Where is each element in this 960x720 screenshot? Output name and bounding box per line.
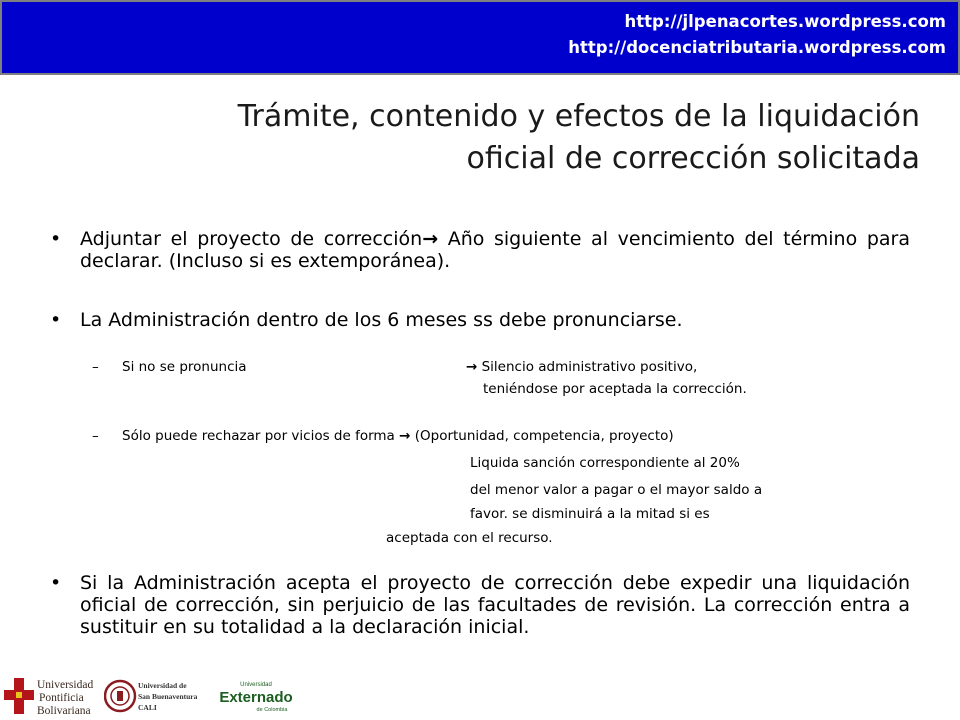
bullet-1-part-a: Adjuntar el proyecto de corrección — [80, 228, 423, 250]
externado-line-3: de Colombia — [256, 707, 288, 713]
header-bar — [0, 0, 960, 75]
sub-item-1-result — [466, 358, 697, 376]
usb-line-3: CALI — [138, 703, 157, 712]
bullet-icon: • — [50, 309, 62, 331]
slide-title — [60, 96, 920, 180]
bullet-1-part-b: Año siguiente al vencimiento del término para declarar. (Incluso si es extemporánea). — [80, 228, 910, 272]
sanction-line-3: favor. se disminuirá a la mitad si es — [470, 506, 710, 522]
externado-logo — [218, 674, 294, 718]
title-line-2: oficial de corrección solicitada — [466, 141, 920, 176]
bullet-text-2: La Administración dentro de los 6 meses ss debe pronunciarse. — [80, 309, 683, 331]
sanction-line-4: aceptada con el recurso. — [386, 530, 553, 546]
upb-cross-icon — [4, 678, 34, 714]
sub-item-1-result-text: Silencio administrativo positivo, — [477, 359, 698, 375]
sanction-line-2: del menor valor a pagar o el mayor saldo a — [470, 482, 763, 498]
blog-link-jlpenacortes[interactable]: http://jlpenacortes.wordpress.com — [624, 12, 946, 31]
bullet-item-3 — [50, 572, 910, 638]
externado-line-1: Universidad — [240, 682, 272, 688]
bullet-text-3: Si la Administración acepta el proyecto de corrección debe expedir una liquidación oficial de corrección, sin perjuicio de las facultades de revisión. La corrección entra a sustituir en su totalidad a la declaración inicial. — [80, 572, 910, 638]
sub-item-1-text: Si no se pronuncia — [122, 359, 247, 375]
sub-item-2-main: Sólo puede rechazar por vicios de forma — [122, 428, 395, 444]
usb-logo — [104, 674, 216, 718]
externado-line-2: Externado — [219, 689, 293, 706]
bullet-item-2 — [50, 309, 910, 331]
sub-item-2 — [92, 427, 674, 445]
sub-item-1 — [92, 358, 247, 376]
upb-logo — [4, 674, 104, 718]
university-logos — [4, 674, 294, 718]
usb-line-2: San Buenaventura — [138, 692, 198, 701]
header-links — [568, 9, 946, 61]
bullet-icon: • — [50, 228, 62, 250]
bullet-icon: • — [50, 572, 62, 594]
sub-item-1-result-line2: teniéndose por aceptada la corrección. — [483, 381, 747, 397]
sanction-line-1: Liquida sanción correspondiente al 20% — [470, 455, 740, 471]
upb-line-3: Bolivariana — [37, 705, 91, 717]
bullet-item-1 — [50, 228, 910, 272]
sub-item-2-paren: (Oportunidad, competencia, proyecto) — [410, 428, 674, 444]
title-line-1: Trámite, contenido y efectos de la liquidación — [237, 99, 920, 134]
usb-line-1: Universidad de — [138, 681, 187, 690]
blog-link-docenciatributaria[interactable]: http://docenciatributaria.wordpress.com — [568, 38, 946, 57]
dash-icon: – — [92, 428, 99, 444]
sub-item-2-text — [122, 428, 674, 444]
bullet-text-1 — [80, 228, 910, 272]
arrow-right-icon: → — [399, 428, 411, 444]
upb-line-2: Pontificia — [39, 692, 84, 704]
arrow-right-icon: → — [466, 359, 478, 375]
arrow-right-icon: → — [422, 228, 439, 250]
usb-seal-icon — [105, 681, 135, 711]
dash-icon: – — [92, 359, 99, 375]
upb-line-1: Universidad — [37, 679, 94, 691]
